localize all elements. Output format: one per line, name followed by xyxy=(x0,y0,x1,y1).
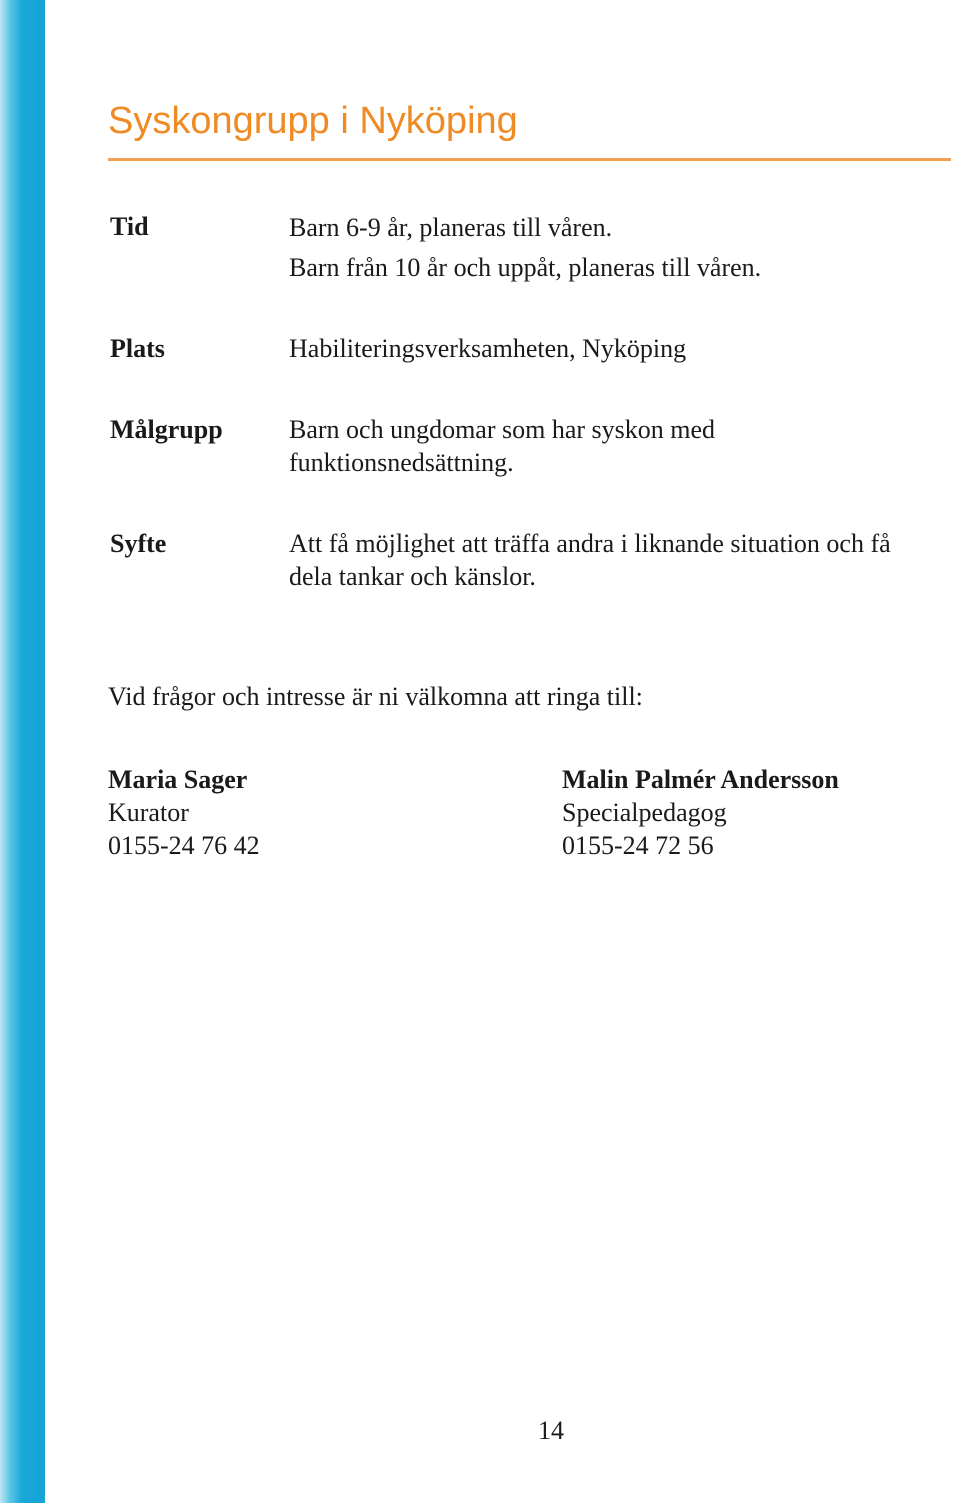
contact-phone: 0155-24 76 42 xyxy=(108,831,260,860)
contact-invitation: Vid frågor och intresse är ni välkomna att ringa till: xyxy=(108,682,643,711)
syfte-line-2: dela tankar och känslor. xyxy=(289,562,536,591)
tid-label: Tid xyxy=(110,212,149,241)
contact-role: Kurator xyxy=(108,798,189,827)
decorative-sidebar xyxy=(0,0,45,1503)
malgrupp-line-1: Barn och ungdomar som har syskon med xyxy=(289,415,716,444)
page-number: 14 xyxy=(538,1416,564,1445)
plats-value xyxy=(289,332,686,365)
contact-phone: 0155-24 72 56 xyxy=(562,831,714,860)
title-divider xyxy=(108,158,951,161)
plats-line-1: Habiliteringsverksamheten, Nyköping xyxy=(289,334,687,363)
page-title: Syskongrupp i Nyköping xyxy=(108,100,518,142)
syfte-value xyxy=(289,527,891,593)
contact-card xyxy=(562,763,839,862)
malgrupp-value xyxy=(289,413,715,479)
contact-card xyxy=(108,763,260,862)
contact-role: Specialpedagog xyxy=(562,798,727,827)
tid-line-2: Barn från 10 år och uppåt, planeras till våren. xyxy=(289,253,762,282)
tid-line-1: Barn 6-9 år, planeras till våren. xyxy=(289,213,613,242)
malgrupp-line-2: funktionsnedsättning. xyxy=(289,448,514,477)
plats-label: Plats xyxy=(110,334,165,363)
contact-name: Maria Sager xyxy=(108,765,248,794)
tid-value xyxy=(289,211,761,284)
syfte-line-1: Att få möjlighet att träffa andra i liknande situation och få xyxy=(289,529,891,558)
syfte-label: Syfte xyxy=(110,529,167,558)
malgrupp-label: Målgrupp xyxy=(110,415,223,444)
contact-name: Malin Palmér Andersson xyxy=(562,765,839,794)
